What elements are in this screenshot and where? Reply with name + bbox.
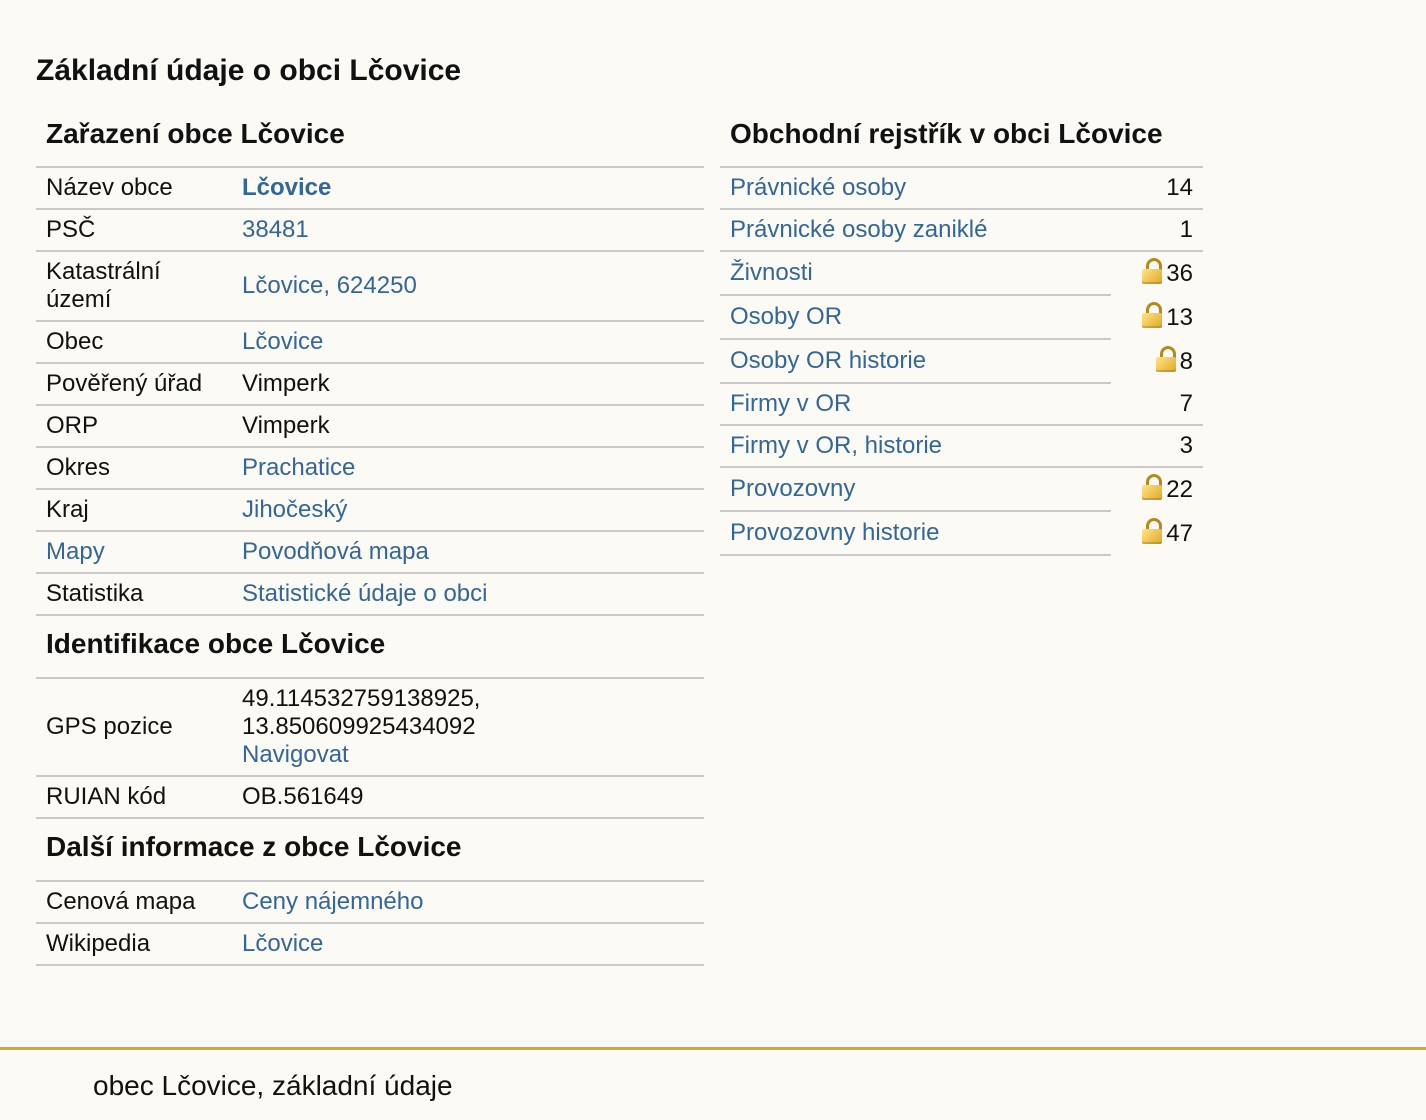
row-label: Okres [36,447,232,489]
row-label: PSČ [36,209,232,251]
or-companies-history-link[interactable]: Firmy v OR, historie [730,432,943,459]
count: 8 [1179,348,1193,375]
row-label: Obec [36,321,232,363]
classification-title: Zařazení obce Lčovice [36,112,704,168]
table-row [36,573,704,615]
table-row [36,531,704,573]
authorized-office-value: Vimperk [232,363,704,405]
cadastral-area-link[interactable]: Lčovice, 624250 [242,272,417,299]
row-label: Wikipedia [36,923,232,965]
more-info-table [36,882,704,966]
municipality-name-link[interactable]: Lčovice [242,174,332,201]
table-row [36,251,704,321]
table-row [720,168,1203,209]
rent-prices-link[interactable]: Ceny nájemného [242,888,424,915]
or-companies-link[interactable]: Firmy v OR [730,390,852,417]
navigate-link[interactable]: Navigovat [242,741,349,768]
lock-icon [1142,258,1162,284]
count: 7 [1111,383,1203,425]
table-row [36,447,704,489]
table-row [720,251,1203,295]
lock-icon [1142,518,1162,544]
lock-icon [1156,346,1176,372]
maps-link[interactable]: Mapy [46,538,105,565]
table-row [36,209,704,251]
ruian-value: OB.561649 [232,776,704,818]
row-label: Cenová mapa [36,882,232,923]
footer-divider [0,1047,1426,1050]
district-link[interactable]: Prachatice [242,454,356,481]
identification-title: Identifikace obce Lčovice [36,616,704,679]
count: 47 [1166,520,1193,547]
table-row [36,679,704,776]
count: 14 [1111,168,1203,209]
table-row [36,168,704,209]
table-row [720,425,1203,467]
table-row [720,511,1203,555]
postal-code-link[interactable]: 38481 [242,216,309,243]
count: 3 [1111,425,1203,467]
more-info-title: Další informace z obce Lčovice [36,819,704,882]
registry-title: Obchodní rejstřík v obci Lčovice [720,112,1203,168]
statistics-link[interactable]: Statistické údaje o obci [242,580,488,607]
flood-map-link[interactable]: Povodňová mapa [242,538,429,565]
establishments-link[interactable]: Provozovny [730,475,856,502]
table-row [720,467,1203,511]
count: 36 [1166,260,1193,287]
identification-table [36,679,704,819]
or-persons-history-link[interactable]: Osoby OR historie [730,347,927,374]
establishments-history-link[interactable]: Provozovny historie [730,519,940,546]
left-column [36,112,704,966]
wikipedia-link[interactable]: Lčovice [242,930,324,957]
row-label: Pověřený úřad [36,363,232,405]
defunct-legal-entities-link[interactable]: Právnické osoby zaniklé [730,216,988,243]
row-label: Název obce [36,168,232,209]
table-row [36,321,704,363]
row-label: RUIAN kód [36,776,232,818]
table-row [36,882,704,923]
table-row [720,209,1203,251]
table-row [36,363,704,405]
registry-table [720,168,1203,556]
count: 1 [1111,209,1203,251]
table-row [36,776,704,818]
table-row [36,405,704,447]
table-row [720,383,1203,425]
gps-longitude: 13.850609925434092 [242,713,476,740]
lock-icon [1142,474,1162,500]
row-label: GPS pozice [36,679,232,776]
legal-entities-link[interactable]: Právnické osoby [730,174,907,201]
row-label: ORP [36,405,232,447]
lock-icon [1142,302,1162,328]
gps-latitude: 49.114532759138925, [242,685,481,712]
or-persons-link[interactable]: Osoby OR [730,303,843,330]
row-label: Katastrální území [36,251,232,321]
orp-value: Vimperk [232,405,704,447]
region-link[interactable]: Jihočeský [242,496,348,523]
table-row [720,339,1203,383]
municipality-link[interactable]: Lčovice [242,328,324,355]
footer-text: obec Lčovice, základní údaje [93,1070,453,1101]
classification-table [36,168,704,616]
right-column [720,112,1203,556]
row-label: Kraj [36,489,232,531]
table-row [36,923,704,965]
row-label: Statistika [36,573,232,615]
count: 13 [1166,304,1193,331]
table-row [36,489,704,531]
table-row [720,295,1203,339]
trades-link[interactable]: Živnosti [730,259,813,286]
count: 22 [1166,476,1193,503]
page-title: Základní údaje o obci Lčovice [36,54,462,87]
